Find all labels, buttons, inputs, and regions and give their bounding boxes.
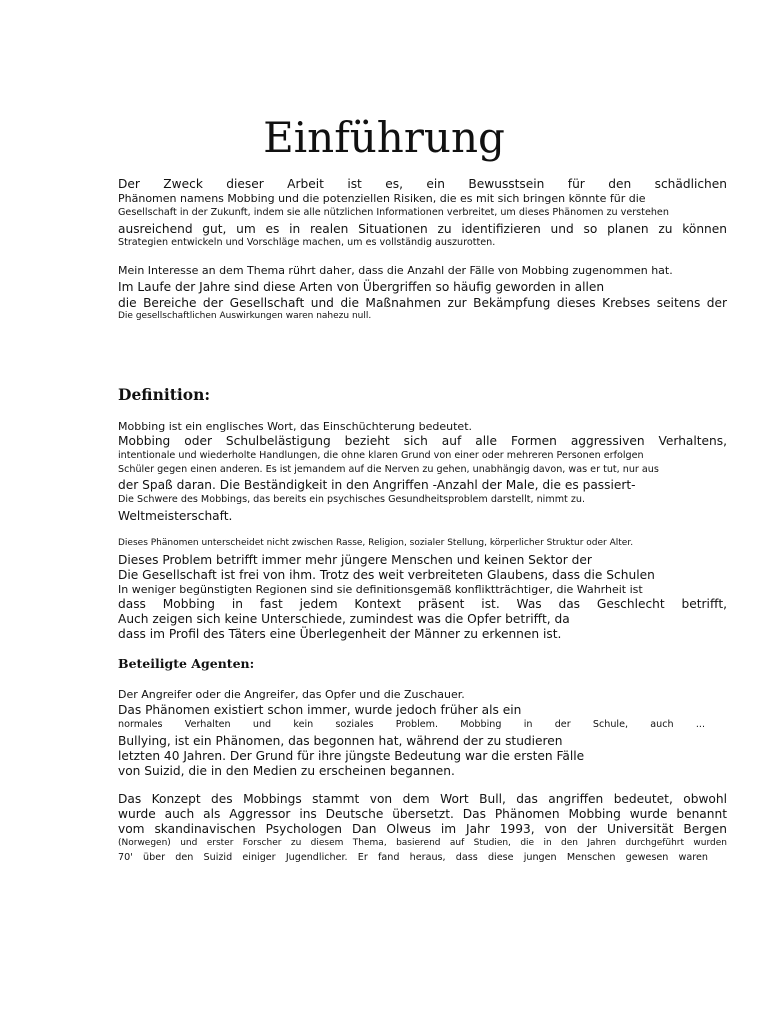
section-heading-definition: Definition: <box>118 385 211 404</box>
page-title: Einführung <box>263 113 505 162</box>
text-line: Die Gesellschaft ist frei von ihm. Trotz des weit verbreiteten Glaubens, dass die Schulen <box>118 568 655 582</box>
text-line: Phänomen namens Mobbing und die potenziellen Risiken, die es mit sich bringen könnte für die <box>118 192 646 205</box>
text-line: Mein Interesse an dem Thema rührt daher, dass die Anzahl der Fälle von Mobbing zugenommen hat. <box>118 264 673 277</box>
text-line: Weltmeisterschaft. <box>118 509 233 523</box>
text-line: Dieses Problem betrifft immer mehr jüngere Menschen und keinen Sektor der <box>118 553 592 567</box>
text-line: der Spaß daran. Die Beständigkeit in den Angriffen -Anzahl der Male, die es passiert- <box>118 478 636 492</box>
text-line: Auch zeigen sich keine Unterschiede, zumindest was die Opfer betrifft, da <box>118 612 570 626</box>
text-line: Mobbing oder Schulbelästigung bezieht sich auf alle Formen aggressiven Verhaltens, <box>118 434 727 448</box>
text-line: die Bereiche der Gesellschaft und die Maßnahmen zur Bekämpfung dieses Krebses seitens der <box>118 296 727 310</box>
text-line: Schüler gegen einen anderen. Es ist jemandem auf die Nerven zu gehen, unabhängig davon, was er tut, nur aus <box>118 464 659 475</box>
text-line: Bullying, ist ein Phänomen, das begonnen hat, während der zu studieren <box>118 734 563 748</box>
text-line: Im Laufe der Jahre sind diese Arten von Übergriffen so häufig geworden in allen <box>118 280 605 294</box>
text-line: Das Konzept des Mobbings stammt von dem Wort Bull, das angriffen bedeutet, obwohl <box>118 792 727 806</box>
text-line: vom skandinavischen Psychologen Dan Olweus im Jahr 1993, von der Universität Bergen <box>118 822 727 836</box>
text-line: In weniger begünstigten Regionen sind sie definitionsgemäß konfliktträchtiger, die Wahrheit ist <box>118 583 643 596</box>
text-line: Der Angreifer oder die Angreifer, das Opfer und die Zuschauer. <box>118 688 465 701</box>
text-line: Dieses Phänomen unterscheidet nicht zwischen Rasse, Religion, sozialer Stellung, körperlicher Struktur oder Alter. <box>118 538 634 548</box>
text-line: Die Schwere des Mobbings, das bereits ein psychisches Gesundheitsproblem darstellt, nimmt zu. <box>118 494 586 505</box>
section-heading-agents: Beteiligte Agenten: <box>118 656 255 671</box>
text-line: 70' über den Suizid einiger Jugendlicher. Er fand heraus, dass diese jungen Menschen gewesen waren <box>118 852 708 863</box>
text-line: normales Verhalten und kein soziales Problem. Mobbing in der Schule, auch ... <box>118 719 705 730</box>
text-line: Gesellschaft in der Zukunft, indem sie alle nützlichen Informationen verbreitet, um dieses Phänomen zu verstehen <box>118 207 669 218</box>
text-line: (Norwegen) und erster Forscher zu diesem Thema, basierend auf Studien, die in den Jahren durchgeführt wurden <box>118 838 727 848</box>
text-line: dass im Profil des Täters eine Überlegenheit der Männer zu erkennen ist. <box>118 627 562 641</box>
text-line: Die gesellschaftlichen Auswirkungen waren nahezu null. <box>118 311 372 321</box>
text-line: dass Mobbing in fast jedem Kontext präsent ist. Was das Geschlecht betrifft, <box>118 597 727 611</box>
text-line: ausreichend gut, um es in realen Situationen zu identifizieren und so planen zu können <box>118 222 727 236</box>
text-line: Der Zweck dieser Arbeit ist es, ein Bewusstsein für den schädlichen <box>118 177 727 191</box>
text-line: intentionale und wiederholte Handlungen, die ohne klaren Grund von einer oder mehreren Personen erfolgen <box>118 450 644 461</box>
text-line: Das Phänomen existiert schon immer, wurde jedoch früher als ein <box>118 703 522 717</box>
text-line: von Suizid, die in den Medien zu erscheinen begannen. <box>118 764 455 778</box>
text-line: Strategien entwickeln und Vorschläge machen, um es vollständig auszurotten. <box>118 237 496 248</box>
text-line: wurde auch als Aggressor ins Deutsche übersetzt. Das Phänomen Mobbing wurde benannt <box>118 807 727 821</box>
text-line: letzten 40 Jahren. Der Grund für ihre jüngste Bedeutung war die ersten Fälle <box>118 749 585 763</box>
text-line: Mobbing ist ein englisches Wort, das Einschüchterung bedeutet. <box>118 420 473 433</box>
